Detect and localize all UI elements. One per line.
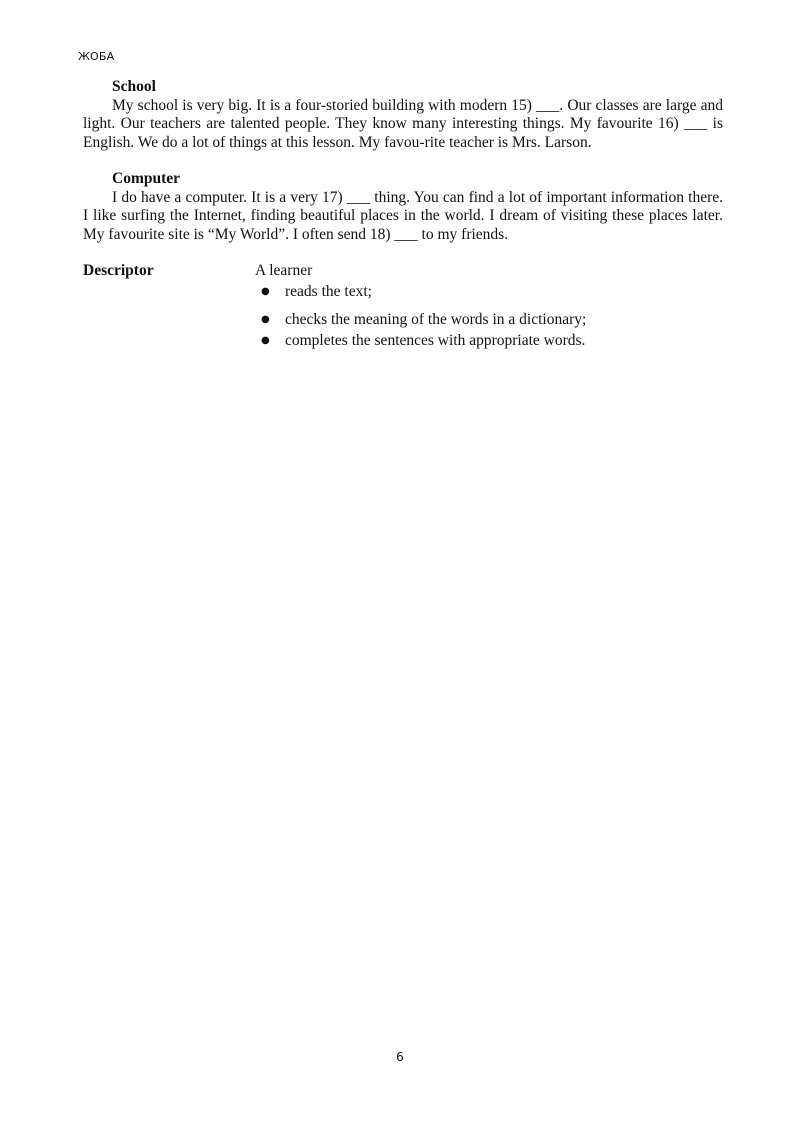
descriptor-list — [255, 283, 715, 351]
bullet-icon: ● — [261, 285, 270, 297]
descriptor-label: Descriptor — [83, 262, 154, 279]
list-item-text: completes the sentences with appropriate words. — [285, 331, 586, 349]
bullet-icon: ● — [261, 334, 270, 346]
section-school — [83, 78, 723, 152]
section-text: My school is very big. It is a four-storied building with modern 15) ___. Our classes are large and light. Our teachers are talented people. They know many interesting things. My favourite 16) ___ is English. We do a lot of things at this lesson. My favou-rite teacher is Mrs. Larson. — [83, 96, 723, 151]
text-content — [83, 78, 723, 244]
section-title: Computer — [112, 170, 181, 187]
page-number: 6 — [396, 1050, 404, 1064]
section-computer — [83, 170, 723, 244]
descriptor-body — [255, 262, 715, 350]
bullet-icon: ● — [261, 314, 270, 325]
list-item-text: reads the text; — [285, 282, 372, 300]
descriptor-intro: A learner — [255, 262, 313, 279]
section-title: School — [112, 78, 156, 95]
section-text: I do have a computer. It is a very 17) ___ thing. You can find a lot of important information there. I like surfing the Internet, finding beautiful places in the world. I dream of visiting these places later. My favourite site is “My World”. I often send 18) ___ to my friends. — [83, 188, 723, 243]
list-item — [255, 332, 715, 351]
header-label: ЖОБА — [78, 50, 115, 63]
list-item — [255, 283, 715, 302]
list-item-text: checks the meaning of the words in a dictionary; — [285, 311, 587, 328]
list-item — [255, 311, 715, 330]
